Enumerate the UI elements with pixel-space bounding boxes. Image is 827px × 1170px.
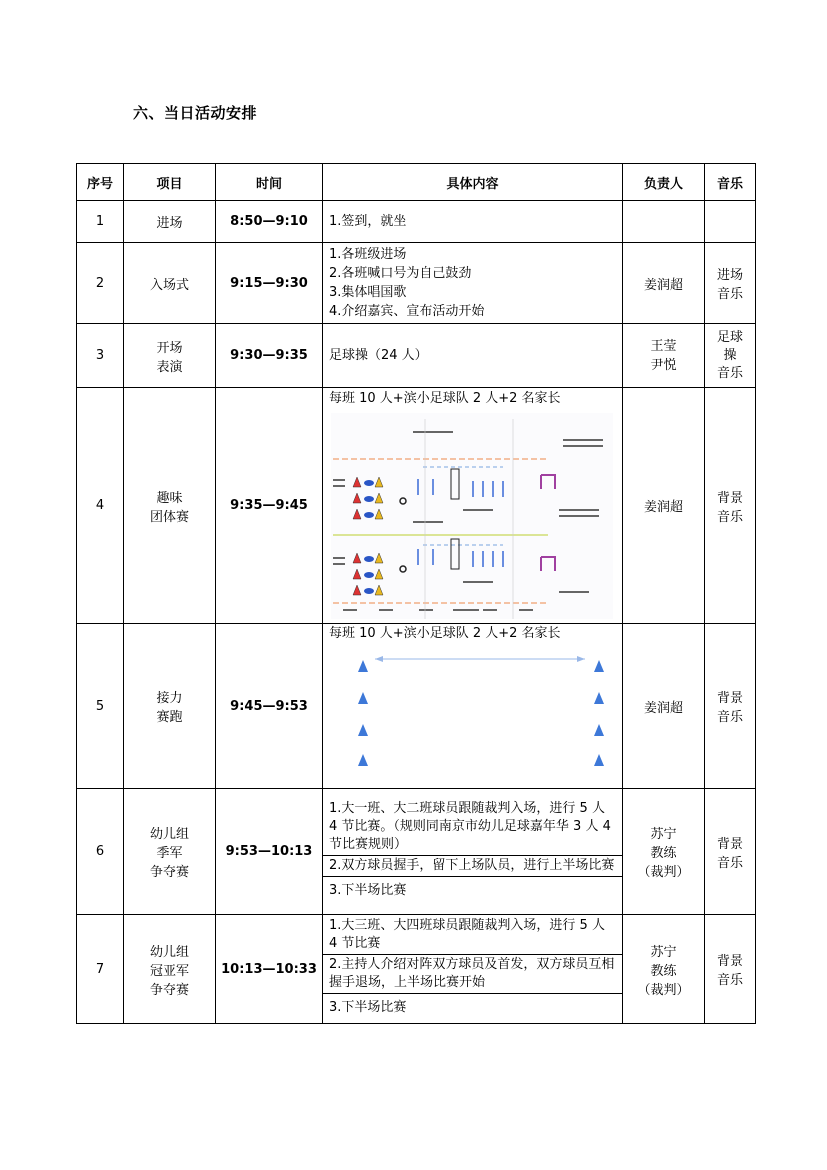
row-time: 9:35—9:45 [216,388,323,624]
row-content-cell [323,624,623,789]
row-content-cell [323,915,623,1024]
row-time: 10:13—10:33 [216,915,323,1024]
header-person: 负责人 [623,164,705,201]
row-time: 8:50—9:10 [216,201,323,243]
sub-step: 3.下半场比赛 [329,1000,407,1015]
team-game-field-diagram [323,409,621,623]
row-content-cell [323,388,623,624]
table-row [77,243,756,324]
row-no: 5 [77,624,124,789]
row-person: 姜润超 [623,624,705,789]
row-content: 每班 10 人+滨小足球队 2 人+2 名家长 [329,390,561,406]
row-music: 背景 音乐 [705,915,756,1024]
row-person: 姜润超 [623,243,705,324]
row-item: 幼儿组 冠亚军 争夺赛 [124,915,216,1024]
header-content: 具体内容 [323,164,623,201]
row-time: 9:30—9:35 [216,324,323,388]
sub-step-list [323,799,622,905]
row-no: 3 [77,324,124,388]
table-row [77,789,756,915]
header-music: 音乐 [705,164,756,201]
row-music [705,201,756,243]
row-content: 1.签到，就坐 [323,201,623,243]
row-item: 趣味 团体赛 [124,388,216,624]
row-music: 进场 音乐 [705,243,756,324]
sub-step: 1.大三班、大四班球员跟随裁判入场，进行 5 人 4 节比赛 [323,916,622,955]
table-row [77,324,756,388]
row-time: 9:45—9:53 [216,624,323,789]
row-music: 足球 操 音乐 [705,324,756,388]
row-person: 王莹 尹悦 [623,324,705,388]
sub-step: 3.下半场比赛 [329,882,407,898]
header-time: 时间 [216,164,323,201]
table-row [77,201,756,243]
sub-step: 1.大一班、大二班球员跟随裁判入场，进行 5 人 4 节比赛。（规则同南京市幼儿足球嘉年华 3 人 4 节比赛规则） [323,799,622,856]
sub-step: 2.主持人介绍对阵双方球员及首发，双方球员互相握手退场，上半场比赛开始 [323,955,622,994]
row-content: 每班 10 人+滨小足球队 2 人+2 名家长 [329,626,561,641]
row-content-cell [323,789,623,915]
row-item: 入场式 [124,243,216,324]
row-person: 姜润超 [623,388,705,624]
table-row [77,915,756,1024]
table-header-row [77,164,756,201]
row-content: 1.各班级进场 2.各班喊口号为自己鼓劲 3.集体唱国歌 4.介绍嘉宾、宣布活动开始 [323,243,623,324]
row-item: 幼儿组 季军 争夺赛 [124,789,216,915]
row-time: 9:53—10:13 [216,789,323,915]
row-item: 开场 表演 [124,324,216,388]
header-no: 序号 [77,164,124,201]
row-item: 接力 赛跑 [124,624,216,789]
header-item: 项目 [124,164,216,201]
row-content: 足球操（24 人） [323,324,623,388]
row-time: 9:15—9:30 [216,243,323,324]
row-no: 4 [77,388,124,624]
row-item: 进场 [124,201,216,243]
row-music: 背景 音乐 [705,624,756,789]
row-music: 背景 音乐 [705,388,756,624]
row-person [623,201,705,243]
row-person: 苏宁 教练 （裁判） [623,789,705,915]
row-no: 1 [77,201,124,243]
sub-step-list [323,916,622,1022]
table-row [77,624,756,789]
relay-field-diagram [323,644,621,788]
row-person: 苏宁 教练 （裁判） [623,915,705,1024]
section-title: 六、当日活动安排 [133,104,258,122]
schedule-table [76,163,756,1024]
table-row [77,388,756,624]
row-music: 背景 音乐 [705,789,756,915]
row-no: 6 [77,789,124,915]
sub-step: 2.双方球员握手，留下上场队员，进行上半场比赛 [323,855,622,876]
row-no: 7 [77,915,124,1024]
row-no: 2 [77,243,124,324]
